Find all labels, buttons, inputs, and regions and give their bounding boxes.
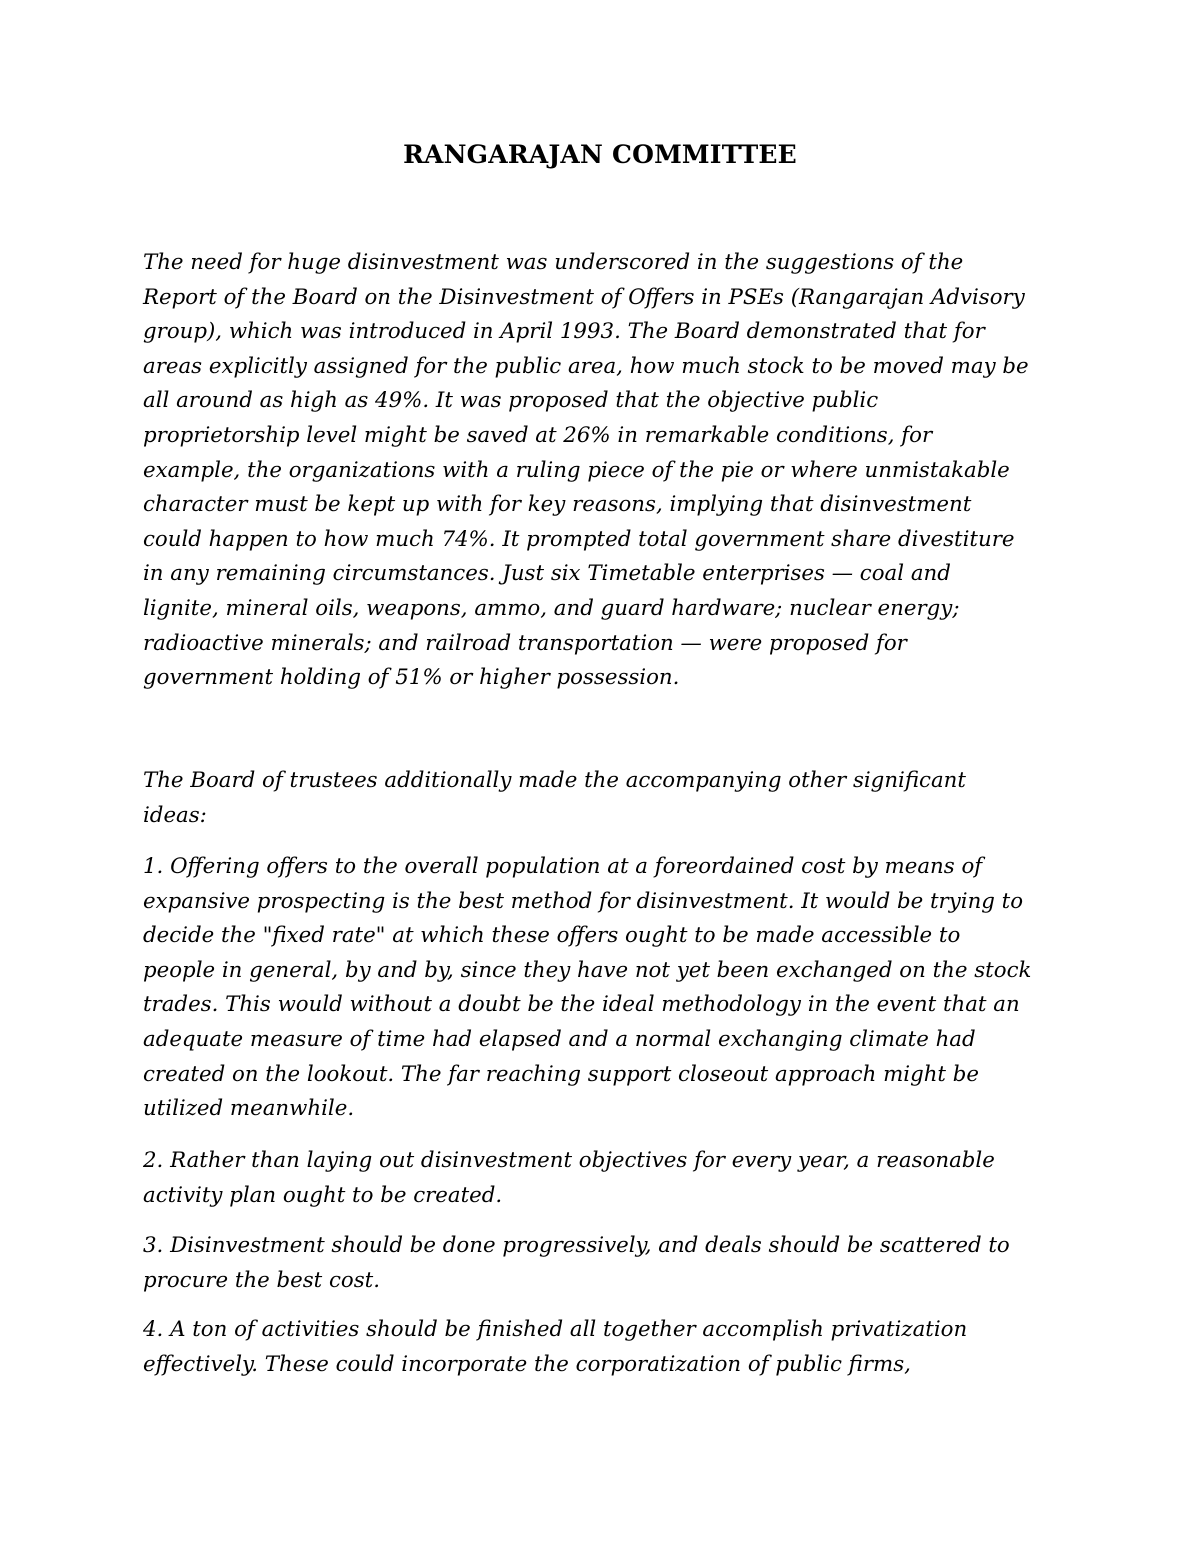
document-title: RANGARAJAN COMMITTEE	[403, 140, 797, 169]
text-line: ideas:	[143, 802, 207, 828]
text-line: trades. This would without a doubt be the ideal methodology in the event that an	[143, 992, 1020, 1018]
text-line: The Board of trustees additionally made the accompanying other significant	[143, 768, 966, 793]
list-item-3	[143, 1229, 1063, 1298]
paragraph-other-ideas	[143, 764, 1063, 833]
text-line: created on the lookout. The far reaching support closeout approach might be	[143, 1061, 979, 1087]
text-line: effectively. These could incorporate the corporatization of public firms,	[143, 1351, 911, 1377]
list-item-4	[143, 1313, 1063, 1382]
paragraph-intro	[143, 246, 1063, 696]
text-line: in any remaining circumstances. Just six Timetable enterprises — coal and	[143, 561, 951, 587]
text-line: could happen to how much 74%. It prompted total government share divestiture	[143, 526, 1015, 552]
text-line: decide the "fixed rate" at which these offers ought to be made accessible to	[143, 923, 961, 949]
text-line: procure the best cost.	[143, 1267, 380, 1293]
text-line: all around as high as 49%. It was proposed that the objective public	[143, 388, 879, 414]
text-line: radioactive minerals; and railroad transportation — were proposed for	[143, 630, 907, 656]
text-line: expansive prospecting is the best method for disinvestment. It would be trying to	[143, 888, 1024, 914]
text-line: 2. Rather than laying out disinvestment objectives for every year, a reasonable	[143, 1148, 995, 1173]
list-item-1	[143, 850, 1063, 1127]
text-line: people in general, by and by, since they have not yet been exchanged on the stock	[143, 957, 1032, 983]
text-line: government holding of 51% or higher possession.	[143, 665, 680, 691]
text-line: Report of the Board on the Disinvestment of Offers in PSEs (Rangarajan Advisory	[143, 284, 1025, 310]
text-line: areas explicitly assigned for the public area, how much stock to be moved may be	[143, 353, 1029, 379]
text-line: proprietorship level might be saved at 26% in remarkable conditions, for	[143, 422, 933, 448]
text-line: character must be kept up with for key reasons, implying that disinvestment	[143, 492, 972, 518]
list-item-2	[143, 1144, 1063, 1213]
text-line: The need for huge disinvestment was underscored in the suggestions of the	[143, 250, 964, 275]
text-line: 4. A ton of activities should be finished all together accomplish privatization	[143, 1317, 968, 1342]
text-line: adequate measure of time had elapsed and a normal exchanging climate had	[143, 1026, 976, 1052]
text-line: lignite, mineral oils, weapons, ammo, and guard hardware; nuclear energy;	[143, 595, 960, 621]
text-line: group), which was introduced in April 1993. The Board demonstrated that for	[143, 319, 985, 345]
text-line: 3. Disinvestment should be done progressively, and deals should be scattered to	[143, 1233, 1010, 1258]
text-line: activity plan ought to be created.	[143, 1182, 503, 1208]
text-line: utilized meanwhile.	[143, 1096, 355, 1122]
text-line: example, the organizations with a ruling piece of the pie or where unmistakable	[143, 457, 1010, 483]
text-line: 1. Offering offers to the overall population at a foreordained cost by means of	[143, 854, 983, 879]
